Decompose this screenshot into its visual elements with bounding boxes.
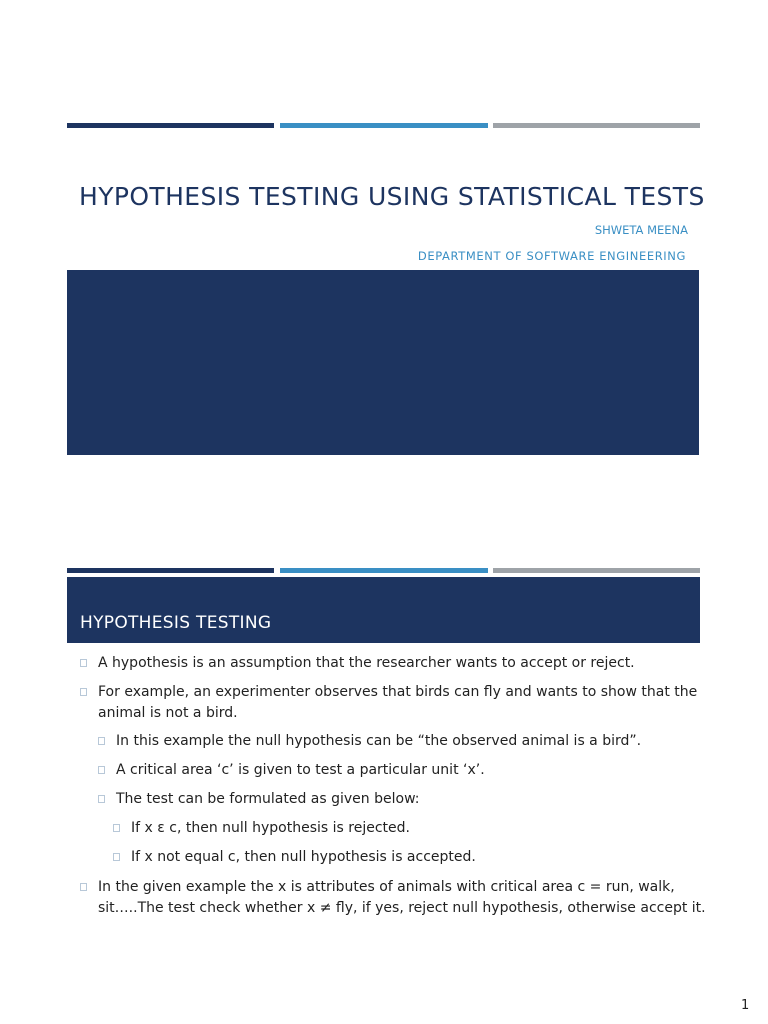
- accent-bar-gray: [493, 123, 700, 128]
- bullet-marker-icon: [113, 853, 120, 861]
- bullet-marker-icon: [98, 766, 105, 774]
- sub-bullet-item: A critical area ‘c’ is given to test a particular unit ‘x’.: [98, 760, 485, 781]
- title-slide-banner: [67, 270, 699, 455]
- accent-bar-blue: [280, 123, 488, 128]
- accent-bar-gray: [493, 568, 700, 573]
- accent-bar-navy: [67, 123, 274, 128]
- bullet-marker-icon: [80, 883, 87, 891]
- sub-bullet-item: The test can be formulated as given below:: [98, 789, 419, 810]
- department-name: DEPARTMENT OF SOFTWARE ENGINEERING: [417, 249, 686, 263]
- bullet-marker-icon: [113, 824, 120, 832]
- page-number: 1: [741, 998, 750, 1013]
- sub-sub-bullet-item: If x not equal c, then null hypothesis is accepted.: [113, 847, 476, 868]
- bullet-marker-icon: [98, 737, 105, 745]
- accent-bar-navy: [67, 568, 274, 573]
- section-header: [67, 577, 700, 643]
- bullet-marker-icon: [80, 688, 87, 696]
- author-name: SHWETA MEENA: [594, 223, 688, 237]
- sub-bullet-item: In this example the null hypothesis can be “the observed animal is a bird”.: [98, 731, 641, 752]
- bullet-item: In the given example the x is attributes of animals with critical area c = run, walk, sit…..The test check whether x ≠ fly, if yes, reject null hypothesis, otherwise accept it.: [80, 877, 706, 919]
- sub-sub-bullet-item: If x ε c, then null hypothesis is rejected.: [113, 818, 410, 839]
- section-title: HYPOTHESIS TESTING: [80, 613, 272, 633]
- bullet-item: A hypothesis is an assumption that the researcher wants to accept or reject.: [80, 653, 635, 674]
- accent-bar-blue: [280, 568, 488, 573]
- bullet-marker-icon: [98, 795, 105, 803]
- bullet-item: For example, an experimenter observes that birds can fly and wants to show that the animal is not a bird.: [80, 682, 697, 724]
- bullet-marker-icon: [80, 659, 87, 667]
- slide-title: HYPOTHESIS TESTING USING STATISTICAL TESTS: [79, 182, 705, 211]
